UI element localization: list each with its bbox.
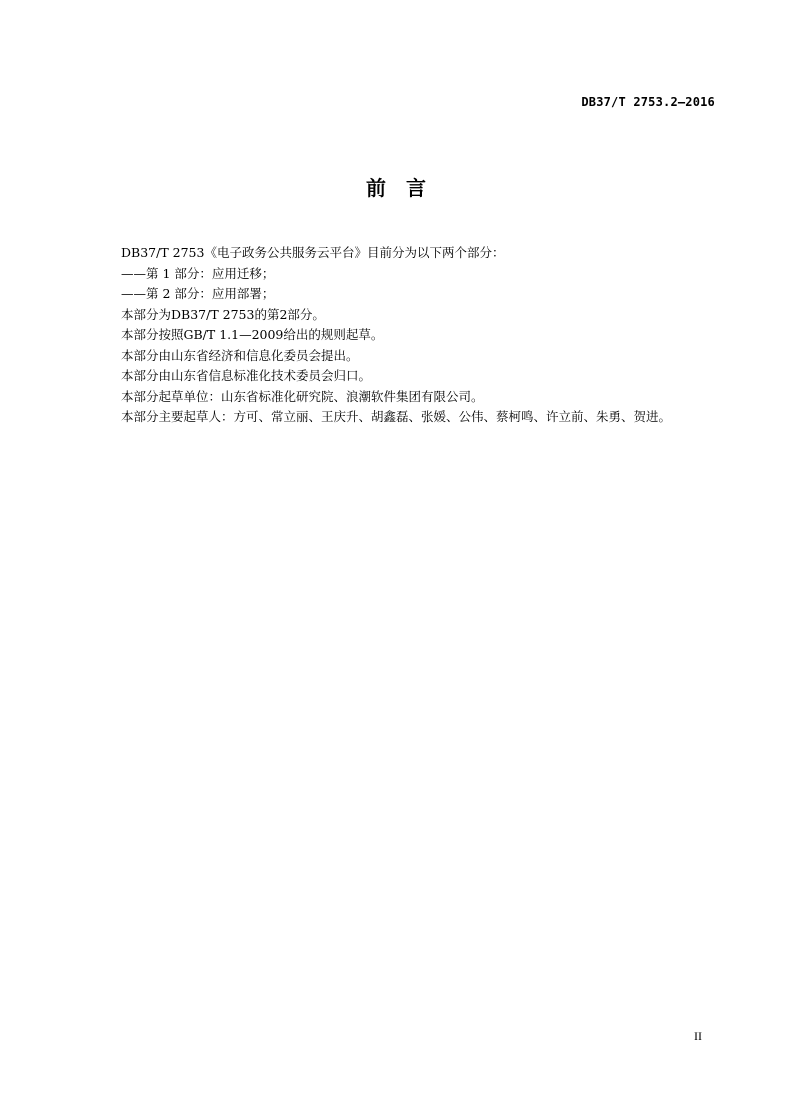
paragraph-part-1: ——第 1 部分：应用迁移； — [121, 265, 275, 281]
paragraph-proposer: 本部分由山东省经济和信息化委员会提出。 — [121, 347, 359, 363]
paragraph-drafting-rules: 本部分按照GB/T 1.1—2009给出的规则起草。 — [121, 327, 384, 342]
paragraph-parts-intro: DB37/T 2753《电子政务公共服务云平台》目前分为以下两个部分： — [121, 245, 505, 260]
foreword-body — [121, 243, 721, 428]
page-number: II — [694, 1029, 702, 1043]
paragraph-drafters: 本部分主要起草人：方可、常立丽、王庆升、胡鑫磊、张媛、公伟、蔡柯鸣、许立前、朱勇、贺进。 — [121, 409, 672, 424]
paragraph-centralized-by: 本部分由山东省信息标准化技术委员会归口。 — [121, 368, 372, 383]
paragraph-drafting-units: 本部分起草单位：山东省标准化研究院、浪潮软件集团有限公司。 — [121, 388, 484, 404]
standard-code-header: DB37/T 2753.2—2016 — [581, 95, 715, 109]
paragraph-part-2: ——第 2 部分：应用部署； — [121, 286, 275, 301]
paragraph-this-part: 本部分为DB37/T 2753的第2部分。 — [121, 306, 325, 322]
page-title: 前 言 — [366, 176, 426, 200]
